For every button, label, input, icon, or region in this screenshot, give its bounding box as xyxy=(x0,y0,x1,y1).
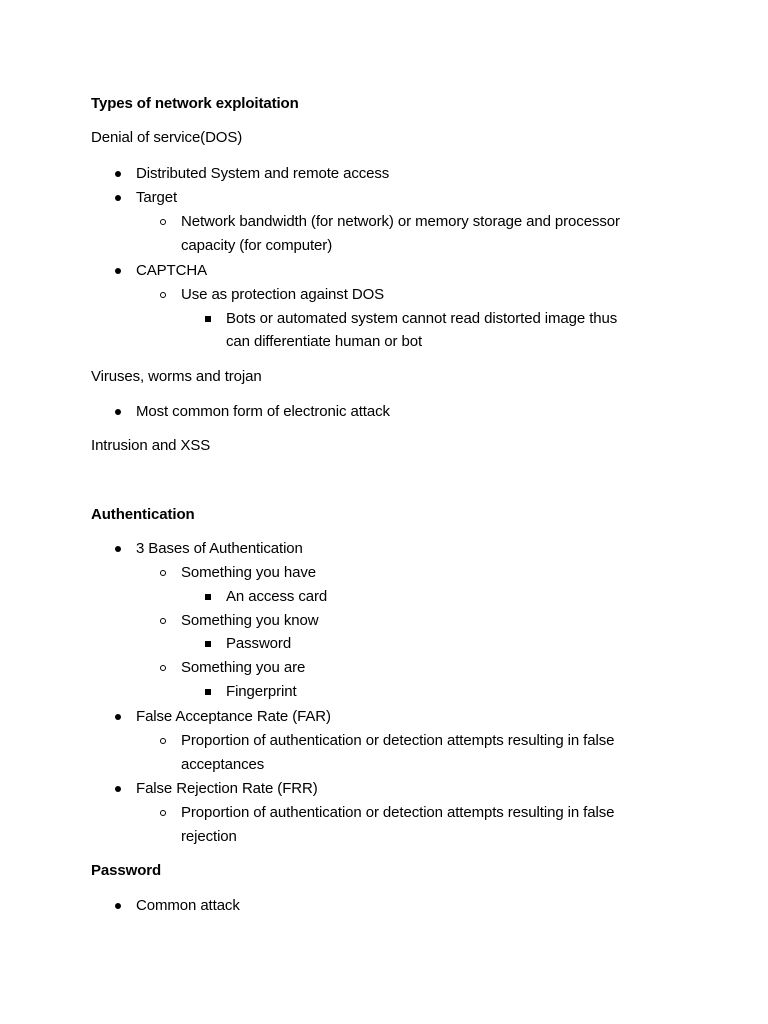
bullet-marker xyxy=(115,786,121,792)
list-item-continuation: rejection xyxy=(181,828,237,845)
bullet-marker xyxy=(115,171,121,177)
sub-bullet-marker xyxy=(160,292,166,298)
list-item: An access card xyxy=(226,588,328,605)
sub-sub-bullet-marker xyxy=(205,316,211,322)
paragraph: Viruses, worms and trojan xyxy=(91,368,262,385)
bullet-marker xyxy=(115,409,121,415)
list-item: Something you are xyxy=(181,659,306,676)
list-item-continuation: capacity (for computer) xyxy=(181,237,333,254)
bullet-marker xyxy=(115,714,121,720)
section-heading: Password xyxy=(91,862,162,879)
sub-bullet-marker xyxy=(160,618,166,624)
list-item: False Acceptance Rate (FAR) xyxy=(136,708,331,725)
list-item: Network bandwidth (for network) or memory storage and processor xyxy=(181,213,620,230)
section-heading: Types of network exploitation xyxy=(91,95,299,112)
list-item: Password xyxy=(226,635,292,652)
sub-bullet-marker xyxy=(160,570,166,576)
sub-bullet-marker xyxy=(160,665,166,671)
sub-sub-bullet-marker xyxy=(205,641,211,647)
bullet-marker xyxy=(115,546,121,552)
sub-bullet-marker xyxy=(160,738,166,744)
list-item: Distributed System and remote access xyxy=(136,165,390,182)
sub-sub-bullet-marker xyxy=(205,594,211,600)
list-item: Proportion of authentication or detection attempts resulting in false xyxy=(181,732,615,749)
paragraph: Denial of service(DOS) xyxy=(91,129,243,146)
list-item: Bots or automated system cannot read distorted image thus xyxy=(226,310,618,327)
list-item: Common attack xyxy=(136,897,240,914)
sub-bullet-marker xyxy=(160,219,166,225)
list-item: 3 Bases of Authentication xyxy=(136,540,303,557)
list-item: Something you have xyxy=(181,564,316,581)
sub-sub-bullet-marker xyxy=(205,689,211,695)
list-item: Something you know xyxy=(181,612,319,629)
list-item: False Rejection Rate (FRR) xyxy=(136,780,318,797)
bullet-marker xyxy=(115,268,121,274)
paragraph: Intrusion and XSS xyxy=(91,437,211,454)
sub-bullet-marker xyxy=(160,810,166,816)
list-item: Fingerprint xyxy=(226,683,297,700)
list-item-continuation: acceptances xyxy=(181,756,265,773)
list-item: Target xyxy=(136,189,178,206)
list-item: Proportion of authentication or detection attempts resulting in false xyxy=(181,804,615,821)
list-item: Most common form of electronic attack xyxy=(136,403,390,420)
bullet-marker xyxy=(115,195,121,201)
list-item-continuation: can differentiate human or bot xyxy=(226,333,423,350)
section-heading: Authentication xyxy=(91,506,195,523)
bullet-marker xyxy=(115,903,121,909)
list-item: Use as protection against DOS xyxy=(181,286,385,303)
list-item: CAPTCHA xyxy=(136,262,207,279)
